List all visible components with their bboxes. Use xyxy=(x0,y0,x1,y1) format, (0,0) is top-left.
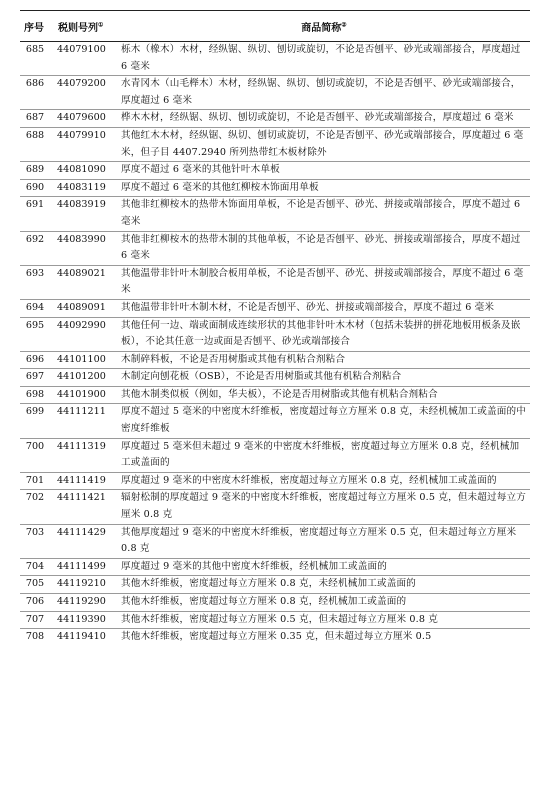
table-row xyxy=(20,524,530,558)
row-code: 44092990 xyxy=(54,317,118,351)
table-row xyxy=(20,594,530,612)
row-seq: 694 xyxy=(20,299,54,317)
table-row xyxy=(20,404,530,438)
row-seq: 700 xyxy=(20,438,54,472)
row-code: 44111211 xyxy=(54,404,118,438)
footnote-marker: ② xyxy=(341,21,347,29)
row-code: 44083919 xyxy=(54,197,118,231)
table-row xyxy=(20,369,530,387)
row-description: 其他非红柳桉木的热带木饰面用单板，不论是否刨平、砂光、拼接或端部接合，厚度不超过 6 毫米 xyxy=(118,197,530,231)
row-code: 44079100 xyxy=(54,42,118,76)
row-code: 44101200 xyxy=(54,369,118,387)
row-seq: 695 xyxy=(20,317,54,351)
tariff-table xyxy=(20,10,530,646)
row-description: 其他木纤维板，密度超过每立方厘米 0.8 克，未经机械加工或盖面的 xyxy=(118,576,530,594)
row-description: 其他厚度超过 9 毫米的中密度木纤维板，密度超过每立方厘米 0.5 克，但未超过每立方厘米 0.8 克 xyxy=(118,524,530,558)
row-code: 44119210 xyxy=(54,576,118,594)
row-seq: 696 xyxy=(20,351,54,369)
row-seq: 703 xyxy=(20,524,54,558)
row-seq: 687 xyxy=(20,110,54,128)
row-description: 其他任何一边、端或面制成连续形状的其他非针叶木木材（包括未装拼的拼花地板用板条及嵌板），不论其任意一边或面是否刨平、砂光或端部接合 xyxy=(118,317,530,351)
tariff-table-page xyxy=(20,10,530,646)
table-row xyxy=(20,42,530,76)
row-code: 44079200 xyxy=(54,76,118,110)
table-row xyxy=(20,76,530,110)
table-row xyxy=(20,472,530,490)
table-row xyxy=(20,438,530,472)
header-name: 商品简称② xyxy=(118,11,530,42)
row-code: 44111419 xyxy=(54,472,118,490)
row-seq: 707 xyxy=(20,611,54,629)
row-description: 其他木纤维板，密度超过每立方厘米 0.8 克，经机械加工或盖面的 xyxy=(118,594,530,612)
row-seq: 701 xyxy=(20,472,54,490)
row-description: 木制碎料板，不论是否用树脂或其他有机粘合剂粘合 xyxy=(118,351,530,369)
row-seq: 699 xyxy=(20,404,54,438)
row-code: 44089091 xyxy=(54,299,118,317)
row-code: 44119390 xyxy=(54,611,118,629)
row-code: 44089021 xyxy=(54,265,118,299)
table-row xyxy=(20,197,530,231)
row-code: 44111421 xyxy=(54,490,118,524)
header-row xyxy=(20,11,530,42)
table-row xyxy=(20,629,530,646)
row-seq: 698 xyxy=(20,386,54,404)
row-description: 其他非红柳桉木的热带木制的其他单板，不论是否刨平、砂光、拼接或端部接合，厚度不超过 6 毫米 xyxy=(118,231,530,265)
table-row xyxy=(20,351,530,369)
row-description: 厚度不超过 5 毫米的中密度木纤维板，密度超过每立方厘米 0.8 克，未经机械加工或盖面的中密度纤维板 xyxy=(118,404,530,438)
row-description: 其他木制类似板（例如，华夫板），不论是否用树脂或其他有机粘合剂粘合 xyxy=(118,386,530,404)
row-seq: 706 xyxy=(20,594,54,612)
row-seq: 693 xyxy=(20,265,54,299)
row-seq: 689 xyxy=(20,162,54,180)
table-row xyxy=(20,611,530,629)
row-description: 厚度超过 5 毫米但未超过 9 毫米的中密度木纤维板，密度超过每立方厘米 0.8 克，经机械加工或盖面的 xyxy=(118,438,530,472)
row-description: 厚度超过 9 毫米的中密度木纤维板，密度超过每立方厘米 0.8 克，经机械加工或盖面的 xyxy=(118,472,530,490)
table-row xyxy=(20,265,530,299)
row-seq: 685 xyxy=(20,42,54,76)
header-code: 税则号列① xyxy=(54,11,118,42)
table-row xyxy=(20,231,530,265)
table-header xyxy=(20,11,530,42)
table-row xyxy=(20,317,530,351)
row-code: 44119410 xyxy=(57,631,106,643)
row-seq: 697 xyxy=(20,369,54,387)
row-code: 44079600 xyxy=(54,110,118,128)
row-seq: 691 xyxy=(20,197,54,231)
row-description: 水青冈木（山毛榉木）木材，经纵锯、纵切、刨切或旋切，不论是否刨平、砂光或端部接合，厚度超过 6 毫米 xyxy=(118,76,530,110)
row-code: 44111429 xyxy=(54,524,118,558)
row-description: 辐射松制的厚度超过 9 毫米的中密度木纤维板，密度超过每立方厘米 0.5 克，但未超过每立方厘米 0.8 克 xyxy=(118,490,530,524)
table-row xyxy=(20,386,530,404)
row-code: 44101100 xyxy=(54,351,118,369)
table-row xyxy=(20,558,530,576)
row-code: 44081090 xyxy=(54,162,118,180)
row-code: 44083990 xyxy=(54,231,118,265)
table-row xyxy=(20,179,530,197)
row-seq: 705 xyxy=(20,576,54,594)
row-seq: 690 xyxy=(20,179,54,197)
row-description: 其他红木木材，经纵锯、纵切、刨切或旋切，不论是否刨平、砂光或端部接合，厚度超过 6 毫米，但子目 4407.2940 所列热带红木板材除外 xyxy=(118,127,530,161)
table-row xyxy=(20,162,530,180)
row-code: 44079910 xyxy=(54,127,118,161)
row-description: 厚度超过 9 毫米的其他中密度木纤维板，经机械加工或盖面的 xyxy=(118,558,530,576)
row-description: 厚度不超过 6 毫米的其他红柳桉木饰面用单板 xyxy=(118,179,530,197)
row-description: 其他温带非针叶木制木材，不论是否刨平、砂光、拼接或端部接合，厚度不超过 6 毫米 xyxy=(118,299,530,317)
header-seq: 序号 xyxy=(20,11,54,42)
row-code: 44083119 xyxy=(54,179,118,197)
row-seq: 704 xyxy=(20,558,54,576)
row-seq: 692 xyxy=(20,231,54,265)
row-description: 其他木纤维板，密度超过每立方厘米 0.35 克，但未超过每立方厘米 0.5 xyxy=(121,631,432,643)
footnote-marker: ① xyxy=(98,21,104,29)
table-body xyxy=(20,42,530,646)
row-code: 44101900 xyxy=(54,386,118,404)
row-description: 木制定向刨花板（OSB），不论是否用树脂或其他有机粘合剂粘合 xyxy=(118,369,530,387)
row-description: 其他温带非针叶木制胶合板用单板，不论是否刨平、砂光、拼接或端部接合，厚度不超过 6 毫米 xyxy=(118,265,530,299)
row-seq: 686 xyxy=(20,76,54,110)
row-description: 厚度不超过 6 毫米的其他针叶木单板 xyxy=(118,162,530,180)
row-description: 桦木木材，经纵锯、纵切、刨切或旋切，不论是否刨平、砂光或端部接合，厚度超过 6 毫米 xyxy=(118,110,530,128)
row-code: 44111319 xyxy=(54,438,118,472)
row-seq: 708 xyxy=(25,631,45,643)
row-code: 44111499 xyxy=(54,558,118,576)
table-row xyxy=(20,127,530,161)
row-code: 44119290 xyxy=(54,594,118,612)
table-row xyxy=(20,110,530,128)
table-row xyxy=(20,490,530,524)
table-row xyxy=(20,576,530,594)
row-seq: 688 xyxy=(20,127,54,161)
table-row xyxy=(20,299,530,317)
row-description: 其他木纤维板，密度超过每立方厘米 0.5 克，但未超过每立方厘米 0.8 克 xyxy=(118,611,530,629)
row-description: 栎木（橡木）木材，经纵锯、纵切、刨切或旋切，不论是否刨平、砂光或端部接合，厚度超过 6 毫米 xyxy=(118,42,530,76)
row-seq: 702 xyxy=(20,490,54,524)
